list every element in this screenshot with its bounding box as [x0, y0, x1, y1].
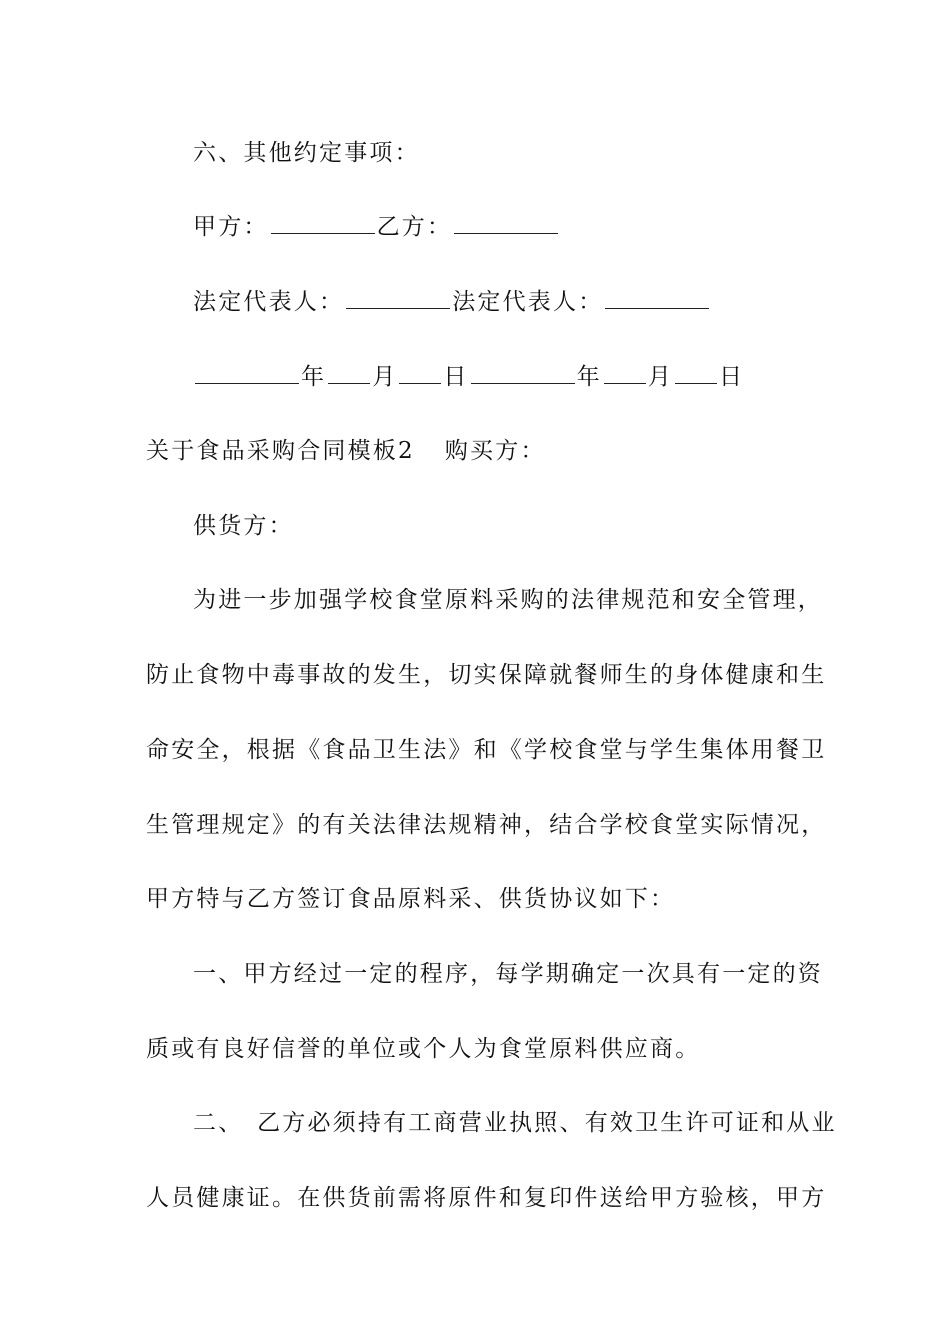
- day-blank-b: [675, 363, 717, 384]
- party-signature-line: [193, 212, 873, 242]
- date-line: [193, 362, 873, 392]
- day-blank-a: [399, 363, 441, 384]
- paragraph-line: 生管理规定》的有关法律法规精神，结合学校食堂实际情况，: [146, 812, 827, 838]
- year-blank-a: [195, 363, 299, 384]
- paragraph-line: 防止食物中毒事故的发生，切实保障就餐师生的身体健康和生: [146, 662, 827, 688]
- paragraph-line: 甲方特与乙方签订食品原料采、供货协议如下：: [146, 886, 676, 912]
- supplier-label: 供货方：: [193, 513, 294, 539]
- contract-title-line: [146, 436, 826, 466]
- month-blank-a: [328, 363, 370, 384]
- representative-a-blank: [346, 288, 450, 309]
- clause-two-line: 人员健康证。在供货前需将原件和复印件送给甲方验核，甲方: [146, 1185, 827, 1211]
- paragraph-line: 为进一步加强学校食堂原料采购的法律规范和安全管理，: [193, 587, 823, 613]
- paragraph-line: 命安全，根据《食品卫生法》和《学校食堂与学生集体用餐卫: [146, 737, 827, 763]
- party-b-label: 乙方：: [376, 214, 453, 240]
- party-b-blank: [454, 213, 558, 234]
- representative-a-label: 法定代表人：: [193, 289, 345, 315]
- clause-one-line: 一、甲方经过一定的程序，每学期确定一次具有一定的资: [193, 961, 823, 987]
- day-label-b: 日: [719, 364, 745, 390]
- representative-b-label: 法定代表人：: [452, 289, 604, 315]
- clause-one-line: 质或有良好信誉的单位或个人为食堂原料供应商。: [146, 1036, 701, 1062]
- month-label-a: 月: [372, 364, 398, 390]
- party-a-blank: [271, 213, 375, 234]
- month-label-b: 月: [647, 364, 674, 390]
- year-blank-b: [471, 363, 575, 384]
- section-six-heading: 六、其他约定事项：: [193, 140, 420, 166]
- year-label-b: 年: [576, 364, 602, 390]
- clause-two-line: 二、 乙方必须持有工商营业执照、有效卫生许可证和从业: [193, 1110, 837, 1136]
- representative-b-blank: [605, 288, 709, 309]
- representative-line: [193, 287, 873, 317]
- day-label-a: 日: [443, 364, 469, 390]
- month-blank-b: [604, 363, 646, 384]
- party-a-label: 甲方：: [193, 214, 269, 240]
- year-label-a: 年: [301, 364, 327, 390]
- contract-title: 关于食品采购合同模板2: [146, 438, 415, 464]
- buyer-label: 购买方：: [444, 438, 546, 464]
